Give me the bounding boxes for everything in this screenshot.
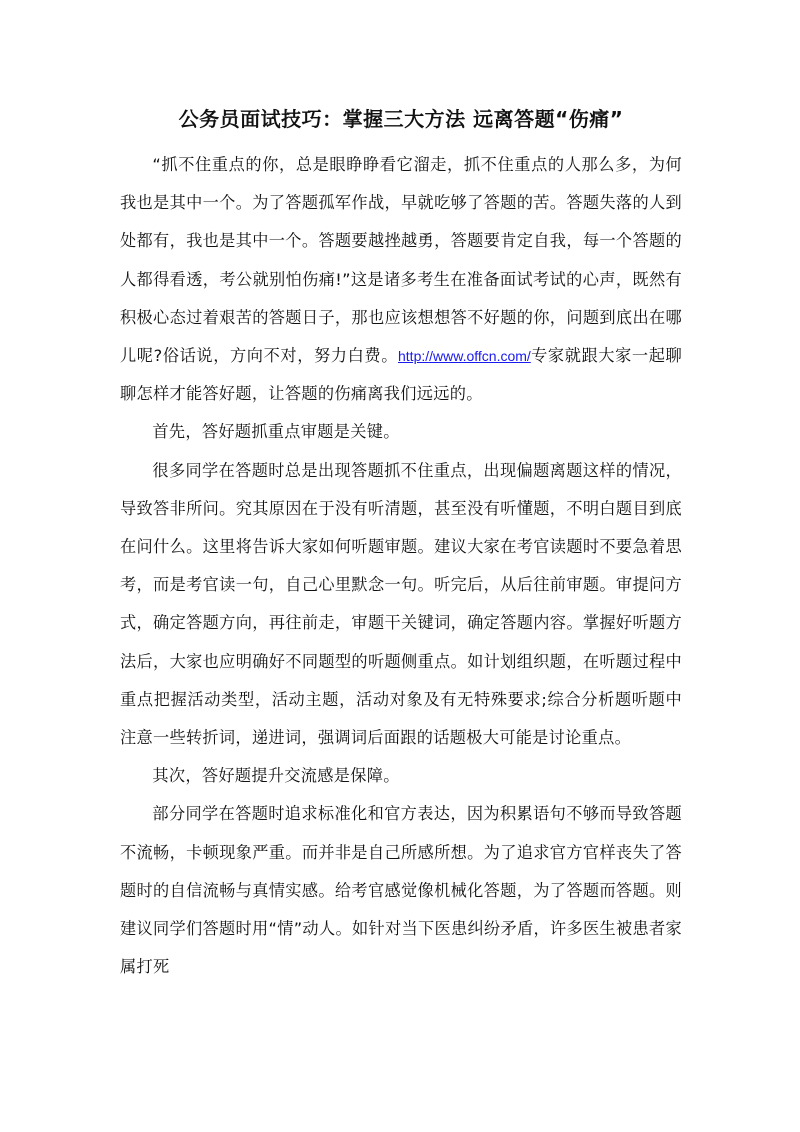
body-paragraph-communication: 部分同学在答题时追求标准化和官方表达，因为积累语句不够而导致答题不流畅，卡顿现象严重。而并非是自己所感所想。为了追求官方官样丧失了答题时的自信流畅与真情实感。给考官感觉像机械化答题，为了答题而答题。则建议同学们答题时用“情”动人。如针对当下医患纠纷矛盾，许多医生被患者家属打死: [120, 804, 682, 977]
intro-text-before-link: “抓不住重点的你，总是眼睁睁看它溜走，抓不住重点的人那么多，为何我也是其中一个。为了答题孤军作战，早就吃够了答题的苦。答题失落的人到处都有，我也是其中一个。答题要越挫越勇，答题要肯定自我，每一个答题的人都得看透，考公就别怕伤痛!”这是诸多考生在准备面试考试的心声，既然有积极心态过着艰苦的答题日子，那也应该想想答不好题的你，问题到底出在哪儿呢?俗话说，方向不对，努力白费。: [120, 155, 682, 366]
intro-text-after-link: 专家就跟大家一起聊聊怎样才能答好题，让答题的伤痛离我们远远的。: [120, 346, 682, 404]
offcn-link[interactable]: http://www.offcn.com/: [398, 348, 531, 365]
section-heading-second: 其次，答好题提升交流感是保障。: [152, 766, 400, 786]
intro-paragraph: [120, 146, 682, 413]
body-paragraph-listening: 很多同学在答题时总是出现答题抓不住重点，出现偏题离题这样的情况，导致答非所问。究其原因在于没有听清题，甚至没有听懂题，不明白题目到底在问什么。这里将告诉大家如何听题审题。建议大家在考官读题时不要急着思考，而是考官读一句，自己心里默念一句。听完后，从后往前审题。审提问方式，确定答题方向，再往前走，审题干关键词，确定答题内容。掌握好听题方法后，大家也应明确好不同题型的听题侧重点。如计划组织题，在听题过程中重点把握活动类型，活动主题，活动对象及有无特殊要求;综合分析题听题中注意一些转折词，递进词，强调词后面跟的话题极大可能是讨论重点。: [120, 460, 682, 748]
document-title: 公务员面试技巧：掌握三大方法 远离答题“伤痛”: [178, 107, 624, 131]
section-heading-first: 首先，答好题抓重点审题是关键。: [152, 422, 400, 442]
